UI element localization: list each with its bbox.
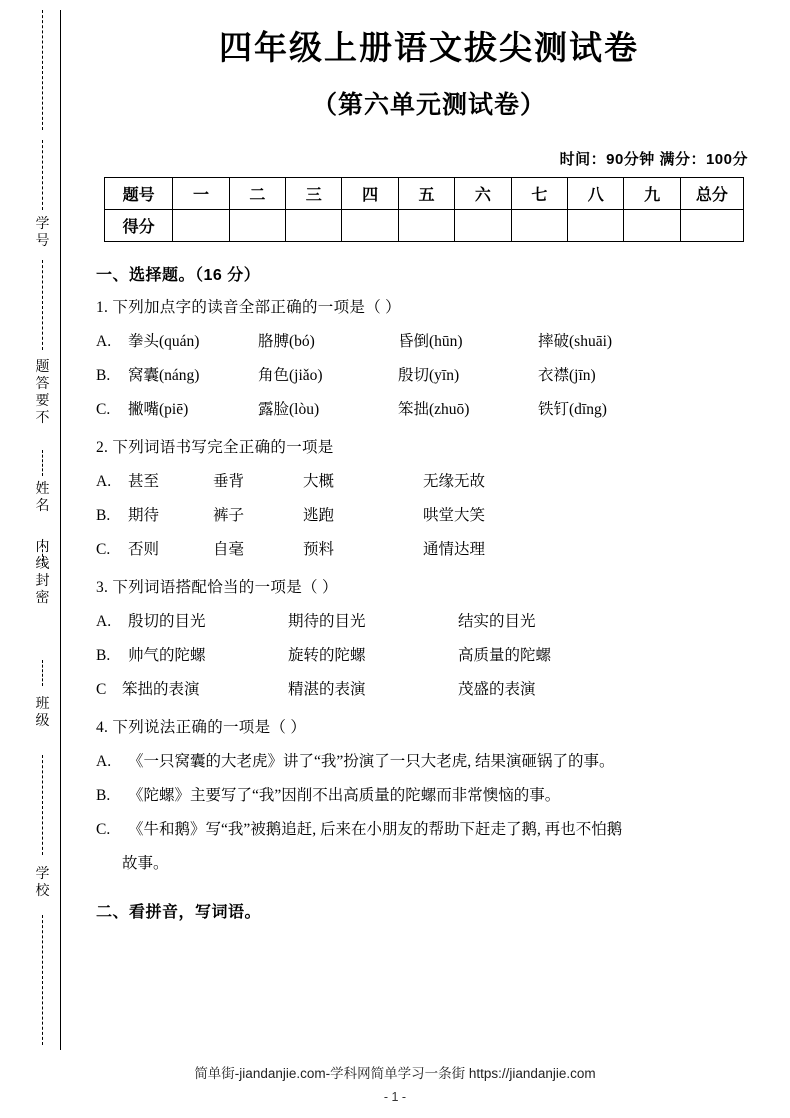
score-cell-6[interactable]: [455, 210, 511, 242]
question-2-option-a[interactable]: [96, 467, 762, 497]
question-4-option-a[interactable]: [96, 747, 762, 777]
score-table-col-6: 六: [455, 178, 511, 210]
seal-dash-2: [42, 140, 43, 210]
score-table-col-7: 七: [511, 178, 567, 210]
option-label: A.: [96, 753, 112, 770]
option-label: C.: [96, 401, 111, 418]
seal-label-school: 学 校: [35, 865, 51, 898]
score-cell-2[interactable]: [229, 210, 285, 242]
score-table-col-total: 总分: [680, 178, 743, 210]
option-item: 精湛的表演: [288, 681, 366, 698]
seal-label-studentid: 学 号: [35, 215, 51, 248]
score-table-row-head: 题号: [105, 178, 173, 210]
seal-dash-4: [42, 450, 43, 476]
option-item: 结实的目光: [458, 613, 536, 630]
question-3-option-a[interactable]: [96, 607, 762, 637]
option-label: B.: [96, 647, 111, 664]
question-4-option-b[interactable]: [96, 781, 762, 811]
footer-watermark: 简单街-jiandanjie.com-学科网简单学习一条街 https://jiandanjie.com: [194, 1066, 596, 1081]
question-1-option-b[interactable]: [96, 361, 762, 391]
option-item: 《牛和鹅》写“我”被鹅追赶, 后来在小朋友的帮助下赶走了鹅, 再也不怕鹅: [128, 821, 623, 838]
score-cell-9[interactable]: [624, 210, 680, 242]
option-item: 胳膊(bó): [258, 333, 315, 350]
page-subtitle: （第六单元测试卷）: [311, 91, 546, 119]
score-table-col-4: 四: [342, 178, 398, 210]
seal-text-confidential-1: 题 答 要 不: [35, 358, 51, 425]
option-item: 茂盛的表演: [458, 681, 536, 698]
option-item: 哄堂大笑: [423, 507, 486, 524]
option-item: 昏倒(hūn): [398, 333, 463, 350]
option-item: 露脸(lòu): [258, 401, 320, 418]
option-label: A.: [96, 473, 112, 490]
option-item: 《一只窝囊的大老虎》讲了“我”扮演了一只大老虎, 结果演砸锅了的事。: [128, 753, 615, 770]
question-stem-4: 4. 下列说法正确的一项是（ ）: [96, 719, 307, 736]
score-table-col-3: 三: [286, 178, 342, 210]
option-label: B.: [96, 367, 111, 384]
seal-label-class: 班 级: [35, 695, 51, 728]
option-item: 垂背: [213, 473, 245, 490]
option-item: 否则: [128, 541, 160, 558]
option-item: 衣襟(jīn): [538, 367, 596, 384]
option-item: 笨拙的表演: [122, 681, 200, 698]
option-item: 《陀螺》主要写了“我”因削不出高质量的陀螺而非常懊恼的事。: [128, 787, 561, 804]
exam-meta: 时间：90分钟 满分：100分: [559, 151, 748, 168]
question-stem-1: 1. 下列加点字的读音全部正确的一项是（ ）: [96, 299, 401, 316]
seal-label-name: 姓 名: [35, 480, 51, 513]
question-2-option-c[interactable]: [96, 535, 762, 565]
option-item: 高质量的陀螺: [458, 647, 552, 664]
option-label: C: [96, 681, 107, 698]
page-title: 四年级上册语文拔尖测试卷: [219, 29, 639, 66]
page-number: - 1 -: [383, 1090, 407, 1104]
option-item: 窝囊(náng): [128, 367, 200, 384]
question-3-option-c[interactable]: [96, 675, 762, 705]
paper-content: [96, 14, 762, 924]
score-table-row-score: 得分: [105, 210, 173, 242]
score-table-col-1: 一: [173, 178, 229, 210]
seal-dash-7: [42, 755, 43, 855]
option-item: 通情达理: [423, 541, 486, 558]
section-heading-1: 一、选择题。（16 分）: [96, 267, 261, 284]
question-2-option-b[interactable]: [96, 501, 762, 531]
option-item: 殷切(yīn): [398, 367, 460, 384]
score-cell-4[interactable]: [342, 210, 398, 242]
option-item: 拳头(quán): [128, 333, 200, 350]
seal-strip: [28, 10, 74, 1050]
seal-dash-6: [42, 660, 43, 686]
question-1-option-c[interactable]: [96, 395, 762, 425]
seal-dash-1: [42, 10, 43, 130]
option-item: 无缘无故: [423, 473, 486, 490]
option-item: 大概: [303, 473, 335, 490]
score-cell-5[interactable]: [398, 210, 454, 242]
option-item: 摔破(shuāi): [538, 333, 613, 350]
seal-text-confidential-2: 内 线 封 密: [35, 538, 51, 605]
option-item: 期待的目光: [288, 613, 366, 630]
option-label: B.: [96, 507, 111, 524]
table-row: [105, 178, 744, 210]
option-item: 角色(jiǎo): [258, 367, 323, 384]
score-table: [104, 177, 744, 242]
score-cell-total[interactable]: [680, 210, 743, 242]
option-label: A.: [96, 613, 112, 630]
seal-vertical-line: [60, 10, 61, 1050]
option-label: C.: [96, 821, 111, 838]
option-item: 殷切的目光: [128, 613, 206, 630]
question-stem-3: 3. 下列词语搭配恰当的一项是（ ）: [96, 579, 338, 596]
option-item: 预料: [303, 541, 335, 558]
question-4-option-c[interactable]: [96, 815, 762, 845]
score-cell-1[interactable]: [173, 210, 229, 242]
table-row: [105, 210, 744, 242]
question-3-option-b[interactable]: [96, 641, 762, 671]
option-label: A.: [96, 333, 112, 350]
score-table-col-2: 二: [229, 178, 285, 210]
score-cell-3[interactable]: [286, 210, 342, 242]
seal-dash-3: [42, 260, 43, 350]
option-item: 裤子: [213, 507, 245, 524]
option-item: 期待: [128, 507, 160, 524]
option-item: 逃跑: [303, 507, 335, 524]
score-table-col-9: 九: [624, 178, 680, 210]
option-label: B.: [96, 787, 111, 804]
option-item: 旋转的陀螺: [288, 647, 366, 664]
option-item: 帅气的陀螺: [128, 647, 206, 664]
score-table-col-8: 八: [568, 178, 624, 210]
score-cell-8[interactable]: [568, 210, 624, 242]
option-item: 撇嘴(piē): [128, 401, 189, 418]
section-heading-2: 二、看拼音，写词语。: [96, 904, 262, 921]
score-cell-7[interactable]: [511, 210, 567, 242]
question-stem-2: 2. 下列词语书写完全正确的一项是: [96, 439, 334, 456]
option-item: 自毫: [213, 541, 245, 558]
question-1-option-a[interactable]: [96, 327, 762, 357]
option-item: 铁钉(dīng): [538, 401, 607, 418]
question-4-option-c-tail: 故事。: [122, 855, 169, 872]
seal-dash-8: [42, 915, 43, 1045]
score-table-col-5: 五: [398, 178, 454, 210]
option-item: 笨拙(zhuō): [398, 401, 470, 418]
option-item: 甚至: [128, 473, 160, 490]
option-label: C.: [96, 541, 111, 558]
